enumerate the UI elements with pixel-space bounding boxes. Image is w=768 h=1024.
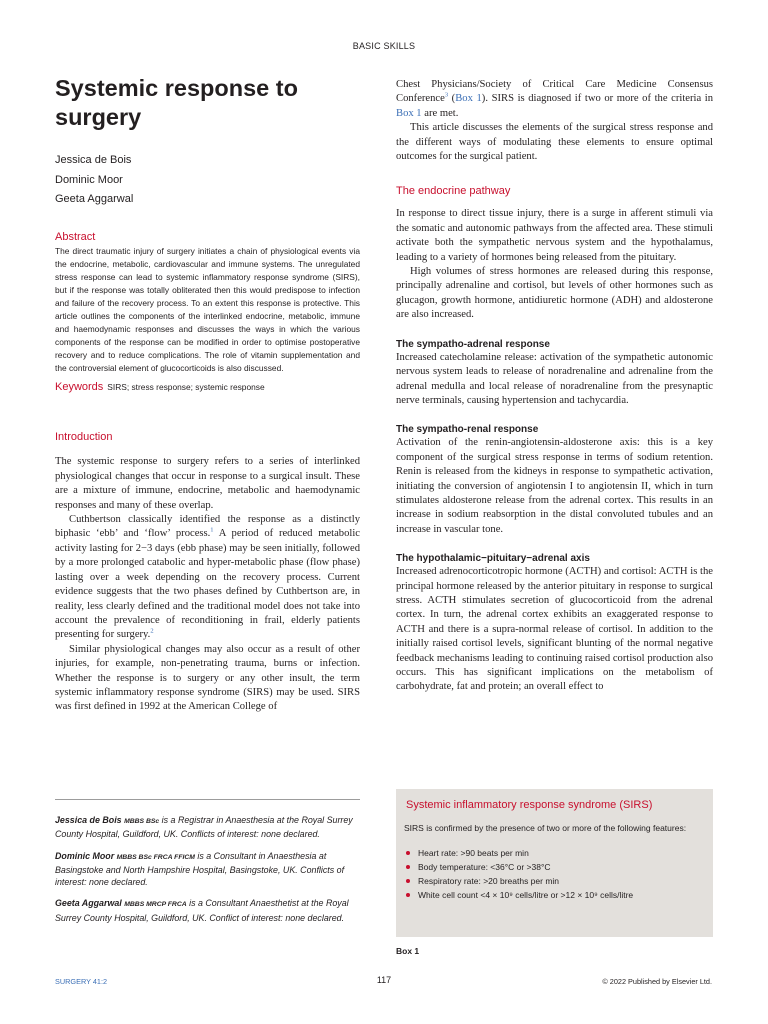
author-name: Jessica de Bois — [55, 154, 132, 166]
page-number: 117 — [376, 975, 392, 985]
author-bio — [55, 850, 360, 889]
intro-paragraph: The systemic response to surgery refers to a series of interlinked physiological changes that occur in response to a surgical insult. These are a mixture of immune, endocrine, metabolic and haemodynamic responses and many of these overlap. — [55, 456, 360, 511]
criterion-text: Body temperature: <36°C or >38°C — [418, 862, 551, 873]
intro-paragraph: Similar physiological changes may also occur as a result of other injuries, for example, non-penetrating trauma, burns or infection. Whether the response is to surgery or any other insult, the term systemic inflammatory response syndrome (SIRS) may be used. SIRS was first defined in 1992 at the American College of — [55, 643, 360, 713]
intro-text: A period of reduced metabolic activity lasting for 2−3 days (ebb phase) may be seen initially, followed by a more prolonged catabolic and hyper-metabolic phase (flow phase) lasting over a week depending on the recovery process. Current evidence suggests that the two phases defined by Cuthbertson are, in reality, less clearly defined and the traditional model does not take into account the prevalence of reconditioning in frail, elderly patients presenting for surgery. — [55, 528, 360, 641]
list-item — [406, 888, 705, 902]
box-caption: Box 1 — [396, 946, 420, 956]
intro-paragraph — [55, 513, 360, 643]
reference-link[interactable]: 2 — [150, 627, 154, 635]
right-column — [396, 78, 713, 695]
introduction-heading: Introduction — [55, 431, 113, 444]
box-link[interactable]: Box 1 — [396, 107, 422, 119]
list-item — [406, 846, 705, 860]
criterion-text: Respiratory rate: >20 breaths per min — [418, 876, 560, 887]
journal-citation[interactable]: SURGERY 41:2 — [55, 977, 108, 986]
list-item — [406, 874, 705, 888]
box-intro: SIRS is confirmed by the presence of two or more of the following features: — [404, 823, 687, 833]
bio-credentials: MBBS BSc FRCA FFICM — [116, 853, 195, 861]
running-head: BASIC SKILLS — [352, 41, 416, 51]
sympatho-adrenal-paragraph: Increased catecholamine release: activation of the sympathetic autonomic nervous system leads to release of noradrenaline and adrenaline from the adrenal medulla and local release of noradrenaline from the presynaptic nerve terminals, causing hypertension and tachycardia. — [396, 351, 713, 406]
list-item — [406, 860, 705, 874]
reference-link[interactable]: 3 — [444, 91, 449, 99]
reference-link[interactable]: 1 — [210, 526, 214, 534]
copyright-notice: © 2022 Published by Elsevier Ltd. — [602, 977, 712, 986]
endocrine-heading: The endocrine pathway — [396, 185, 511, 198]
intro-text: are met. — [421, 107, 459, 119]
author-bio — [55, 814, 360, 841]
author-name: Dominic Moor — [55, 173, 123, 186]
intro-text: Chest Physicians/Society of Critical Care Medicine Consensus Conference — [396, 79, 713, 105]
article-title: Systemic response to surgery — [55, 75, 298, 130]
bio-name: Dominic Moor — [55, 850, 115, 861]
sympatho-renal-paragraph: Activation of the renin-angiotensin-aldosterone axis: this is a key component of the surgical stress response in terms of sodium retention. Renin is released from the kidneys in response to sympathetic activation, initiating the conversion of angiotensin I to angiotensin II, which in turn stimulates aldosterone release from the adrenal cortex. This results in an increase in sodium reabsorption in the distal convoluted tubules and an increase in vascular tone. — [396, 437, 713, 535]
criterion-text: White cell count <4 × 10⁹ cells/litre or >12 × 10⁹ cells/litre — [418, 890, 634, 901]
keywords-label: Keywords — [55, 381, 104, 394]
footnote-divider — [55, 799, 360, 800]
sympatho-renal-heading: The sympatho-renal response — [396, 424, 539, 436]
left-column — [55, 74, 360, 715]
intro-continued-paragraph: This article discusses the elements of the surgical stress response and the different ways of modulating these elements to ensure optimal outcomes for the surgical patient. — [396, 122, 713, 163]
abstract-text: The direct traumatic injury of surgery initiates a chain of physiological events via the endocrine, metabolic, cardiovascular and immune systems. The unregulated stress response can lead to systemic inflammatory response syndrome (SIRS), but if the response was totally obliterated then this would predispose to infection and failure of the recovery process. To an extent this response is protective. This article outlines the components of the interlinked endocrine, metabolic, immune and haemodynamic responses and discusses the ways in which the various components of the response can be modified in order to optimise postoperative recovery and to reduce complications. The role of vitamin supplementation and the controversial element of glucocorticoids is also discussed. — [55, 245, 360, 374]
keywords-text: SIRS; stress response; systemic response — [107, 382, 265, 393]
bio-text: is a Consultant in Anaesthesia at Basingstoke and North Hampshire Hospital, Basingstoke, UK. Conflicts of interest: none declared. — [55, 850, 345, 888]
bio-text: is a Consultant Anaesthetist at the Royal Surrey County Hospital, Guildford, UK. Conflict of interest: none declared. — [55, 898, 349, 923]
box-link[interactable]: Box 1 — [455, 93, 482, 105]
bullet-icon — [406, 879, 410, 883]
hpa-axis-paragraph: Increased adrenocorticotropic hormone (ACTH) and cortisol: ACTH is the principal hormone released by the anterior pituitary in response to surgical stress. ACTH stimulates secretion of glucocorticoid from the adrenal cortex. In turn, the adrenal cortex exhibits an exaggerated response to ACTH and there is a supra-normal release of cortisol. In addition to the initially raised cortisol levels, significant blunting of the normal negative feedback mechanisms leading to continuing raised cortisol production also occurs. This has significant implications on the metabolism of carbohydrate, fat and protein; an overall effect to — [396, 566, 713, 693]
intro-text: Cuthbertson classically identified the response as a distinctly biphasic ‘ebb’ and ‘flow’ process. — [55, 514, 360, 540]
abstract-heading: Abstract — [55, 230, 96, 243]
intro-text: ). SIRS is diagnosed if two or more of the criteria in — [481, 93, 713, 105]
intro-continued-paragraph — [396, 78, 713, 121]
author-name: Geeta Aggarwal — [55, 193, 134, 205]
bio-name: Jessica de Bois — [55, 815, 122, 825]
bullet-icon — [406, 851, 410, 855]
bio-text: is a Registrar in Anaesthesia at the Royal Surrey County Hospital, Guildford, UK. Conflicts of interest: none declared. — [55, 815, 353, 840]
bullet-icon — [406, 893, 410, 897]
sirs-box — [396, 789, 713, 937]
box-criteria-list — [406, 846, 705, 902]
sympatho-adrenal-heading: The sympatho-adrenal response — [396, 338, 550, 350]
endocrine-paragraph: High volumes of stress hormones are released during this response, principally adrenaline and cortisol, but levels of other hormones such as glucagon, growth hormone, antidiuretic hormone (ADH) and aldosterone are also increased. — [396, 266, 713, 321]
bio-credentials: MBBS BSc — [124, 818, 160, 825]
author-bios — [55, 814, 360, 933]
bio-name: Geeta Aggarwal — [55, 898, 122, 909]
hpa-axis-heading: The hypothalamic−pituitary−adrenal axis — [396, 553, 590, 565]
criterion-text: Heart rate: >90 beats per min — [418, 848, 529, 859]
author-list — [55, 151, 360, 210]
bio-credentials: MBBS MRCP FRCA — [124, 901, 187, 909]
box-title: Systemic inflammatory response syndrome (SIRS) — [406, 799, 653, 811]
intro-text: ( — [448, 93, 456, 105]
author-bio — [55, 897, 360, 924]
bullet-icon — [406, 865, 410, 869]
endocrine-paragraph: In response to direct tissue injury, there is a surge in afferent stimuli via the somatic and autonomic pathways from the affected area. These stimuli activate both the sympathetic nervous system and the hypothalamus, leading to a variety of hormones being released from the pituitary. — [396, 208, 713, 263]
keywords — [55, 381, 360, 393]
